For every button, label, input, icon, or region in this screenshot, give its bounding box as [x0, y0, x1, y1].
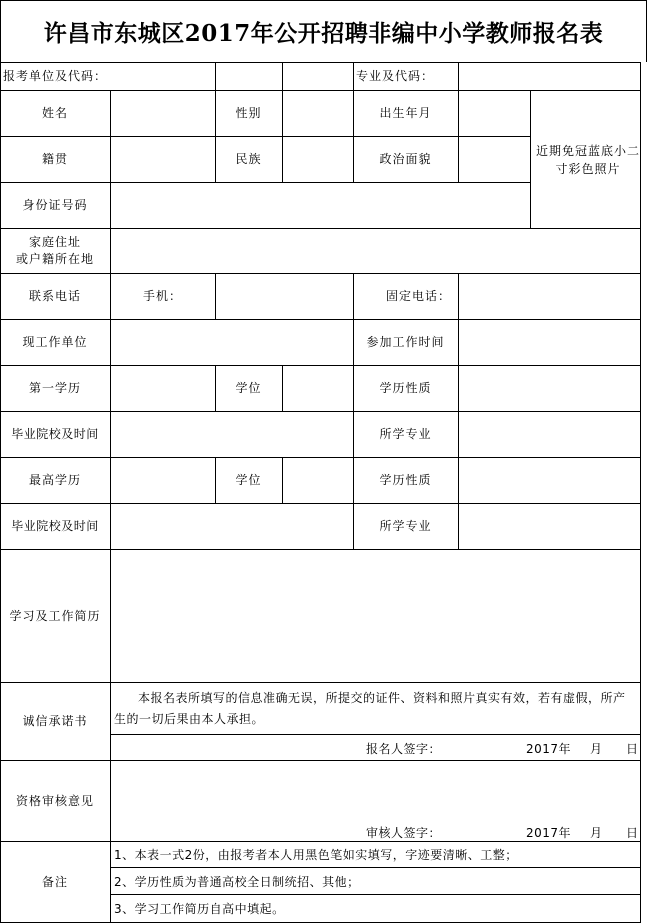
- education-nature-label-2: 学历性质: [379, 473, 432, 487]
- address-label: [0, 228, 110, 273]
- applicant-sign-year: 2017年: [526, 742, 572, 756]
- landline-label: 固定电话：: [386, 289, 452, 303]
- resume-label: 学习及工作简历: [9, 608, 101, 623]
- applicant-sign-month: 月: [590, 742, 603, 756]
- reviewer-sign-label: 审核人签字：: [366, 826, 442, 840]
- applicant-sign-label: 报名人签字：: [366, 742, 442, 756]
- first-education-label: 第一学历: [28, 381, 81, 395]
- school-time-label-2: 毕业院校及时间: [11, 519, 99, 533]
- gender-label: 性别: [235, 106, 262, 120]
- id-number-label: 身份证号码: [22, 198, 88, 212]
- mobile-label: 手机：: [143, 289, 183, 303]
- native-place-label: 籍贯: [41, 152, 68, 166]
- education-nature-label-1: 学历性质: [379, 381, 432, 395]
- pledge-text: 本报名表所填写的信息准确无误，所提交的证件、资料和照片真实有效，若有虚假，所产生的一切后果由本人承担。: [114, 691, 626, 726]
- major-label-2: 所学专业: [379, 519, 432, 533]
- remark-item-3: 3、学习工作简历自高中填起。: [114, 902, 285, 916]
- degree-label-2: 学位: [235, 473, 262, 487]
- reviewer-sign-day: 日: [626, 826, 639, 840]
- remarks-label: 备注: [41, 874, 68, 889]
- remark-item-1: 1、本表一式2份，由报考者本人用黑色笔如实填写，字迹要清晰、工整；: [114, 848, 518, 862]
- review-opinion-label: 资格审核意见: [15, 793, 94, 808]
- major-code-label: 专业及代码：: [356, 69, 435, 83]
- major-label-1: 所学专业: [379, 427, 432, 441]
- work-start-label: 参加工作时间: [366, 335, 445, 349]
- reviewer-sign-year: 2017年: [526, 826, 572, 840]
- work-unit-label: 现工作单位: [22, 335, 88, 349]
- unit-code-label: 报考单位及代码：: [3, 69, 108, 83]
- form-title: 许昌市东城区2017年公开招聘非编中小学教师报名表: [0, 0, 647, 62]
- pledge-label: 诚信承诺书: [22, 714, 88, 728]
- political-status-label: 政治面貌: [379, 152, 432, 166]
- address-label-line2: 或户籍所在地: [15, 251, 94, 266]
- name-label: 姓名: [41, 106, 68, 120]
- degree-label-1: 学位: [235, 381, 262, 395]
- highest-education-label: 最高学历: [28, 473, 81, 487]
- reviewer-sign-month: 月: [590, 826, 603, 840]
- birth-date-label: 出生年月: [379, 106, 432, 120]
- applicant-sign-day: 日: [626, 742, 639, 756]
- photo-placeholder: 近期免冠蓝底小二寸彩色照片: [535, 143, 640, 176]
- address-label-line1: 家庭住址: [28, 234, 81, 249]
- contact-phone-label: 联系电话: [28, 289, 81, 303]
- remark-item-2: 2、学历性质为普通高校全日制统招、其他；: [114, 875, 360, 889]
- ethnicity-label: 民族: [235, 152, 262, 166]
- school-time-label-1: 毕业院校及时间: [11, 427, 99, 441]
